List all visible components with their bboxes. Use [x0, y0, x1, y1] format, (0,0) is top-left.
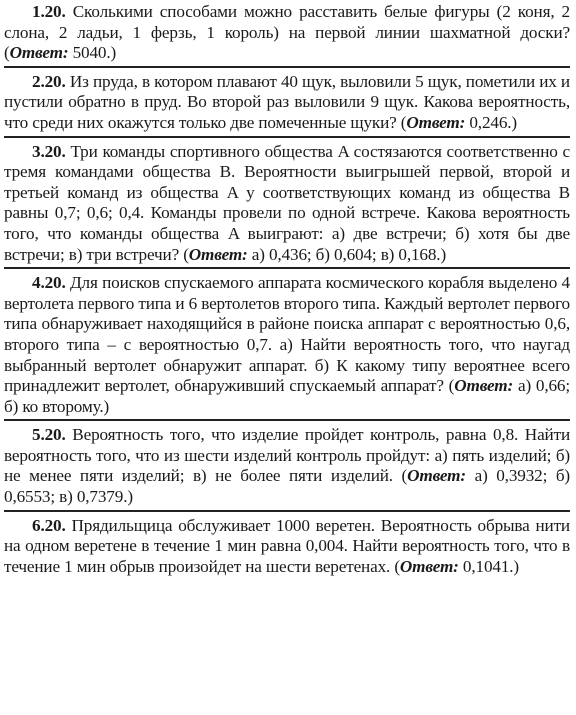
problem-4 — [4, 273, 570, 417]
divider — [4, 267, 570, 269]
problem-text: Три команды спортивного общества A состязаются соответственно с тремя командами общества B. Вероятности выигрышей первой, второй и третьей команд из общества A у соответствующих команд из общества B равны 0,7; 0,6; 0,4. Команды провели по одной встрече. Какова вероятность того, что команды общества A выиграют: а) две встречи; б) хотя бы две встречи; в) три встречи? ( — [4, 141, 570, 264]
answer-label: Ответ: — [406, 112, 466, 132]
problem-6 — [4, 516, 570, 578]
problem-1 — [4, 2, 570, 64]
answer-label: Ответ: — [188, 244, 248, 264]
problem-number: 2.20. — [32, 71, 66, 91]
answer-value: а) 0,66; б) ко второму.) — [4, 376, 571, 416]
problem-text: Сколькими способами можно расставить белые фигуры (2 коня, 2 слона, 2 ладьи, 1 ферзь, 1 король) на первой линии шахматной доски? ( — [4, 2, 570, 63]
problem-text: Вероятность того, что изделие пройдет контроль, равна 0,8. Найти вероятность того, что из шести изделий контроль пройдут: а) пять изделий; б) не менее пяти изделий; в) не более пяти изделий. ( — [4, 425, 571, 486]
problem-number: 4.20. — [32, 273, 66, 293]
answer-value: а) 0,436; б) 0,604; в) 0,168.) — [247, 244, 447, 264]
problem-2 — [4, 72, 570, 134]
problem-number: 6.20. — [32, 515, 66, 535]
divider — [4, 136, 570, 138]
divider — [4, 66, 570, 68]
answer-value: 0,1041.) — [458, 556, 519, 576]
answer-label: Ответ: — [9, 43, 69, 63]
answer-value: а) 0,3932; б) 0,6553; в) 0,7379.) — [4, 466, 570, 507]
problem-3 — [4, 142, 570, 266]
problem-text: Из пруда, в котором плавают 40 щук, выловили 5 щук, пометили их и пустили обратно в пруд. Во второй раз выловили 9 щук. Какова вероятность, что среди них окажутся только две помеченные щуки? ( — [4, 71, 570, 132]
answer-label: Ответ: — [399, 556, 459, 576]
problem-text: Прядильщица обслуживает 1000 веретен. Вероятность обрыва нити на одном веретене в течение 1 мин равна 0,004. Найти вероятность того, что в течение 1 мин обрыв произойдет на шести веретенах. ( — [4, 515, 570, 576]
problem-5 — [4, 425, 570, 507]
answer-label: Ответ: — [407, 466, 466, 486]
divider — [4, 510, 570, 512]
divider — [4, 419, 570, 421]
problem-number: 5.20. — [32, 425, 66, 445]
answer-value: 0,246.) — [465, 112, 517, 132]
problem-text: Для поисков спускаемого аппарата космического корабля выделено 4 вертолета первого типа и 6 вертолетов второго типа. Каждый вертолет первого типа обнаруживает находящийся в районе поиска аппарат с вероятностью 0,6, второго типа – с вероятностью 0,7. а) Найти вероятность того, что наугад выбранный вертолет обнаружит аппарат. б) К какому типу вероятнее всего принадлежит вертолет, обнаруживший спускаемый аппарат? ( — [4, 273, 570, 396]
problem-number: 3.20. — [32, 141, 66, 161]
problem-number: 1.20. — [32, 2, 66, 21]
answer-value: 5040.) — [68, 43, 117, 63]
answer-label: Ответ: — [454, 376, 514, 396]
